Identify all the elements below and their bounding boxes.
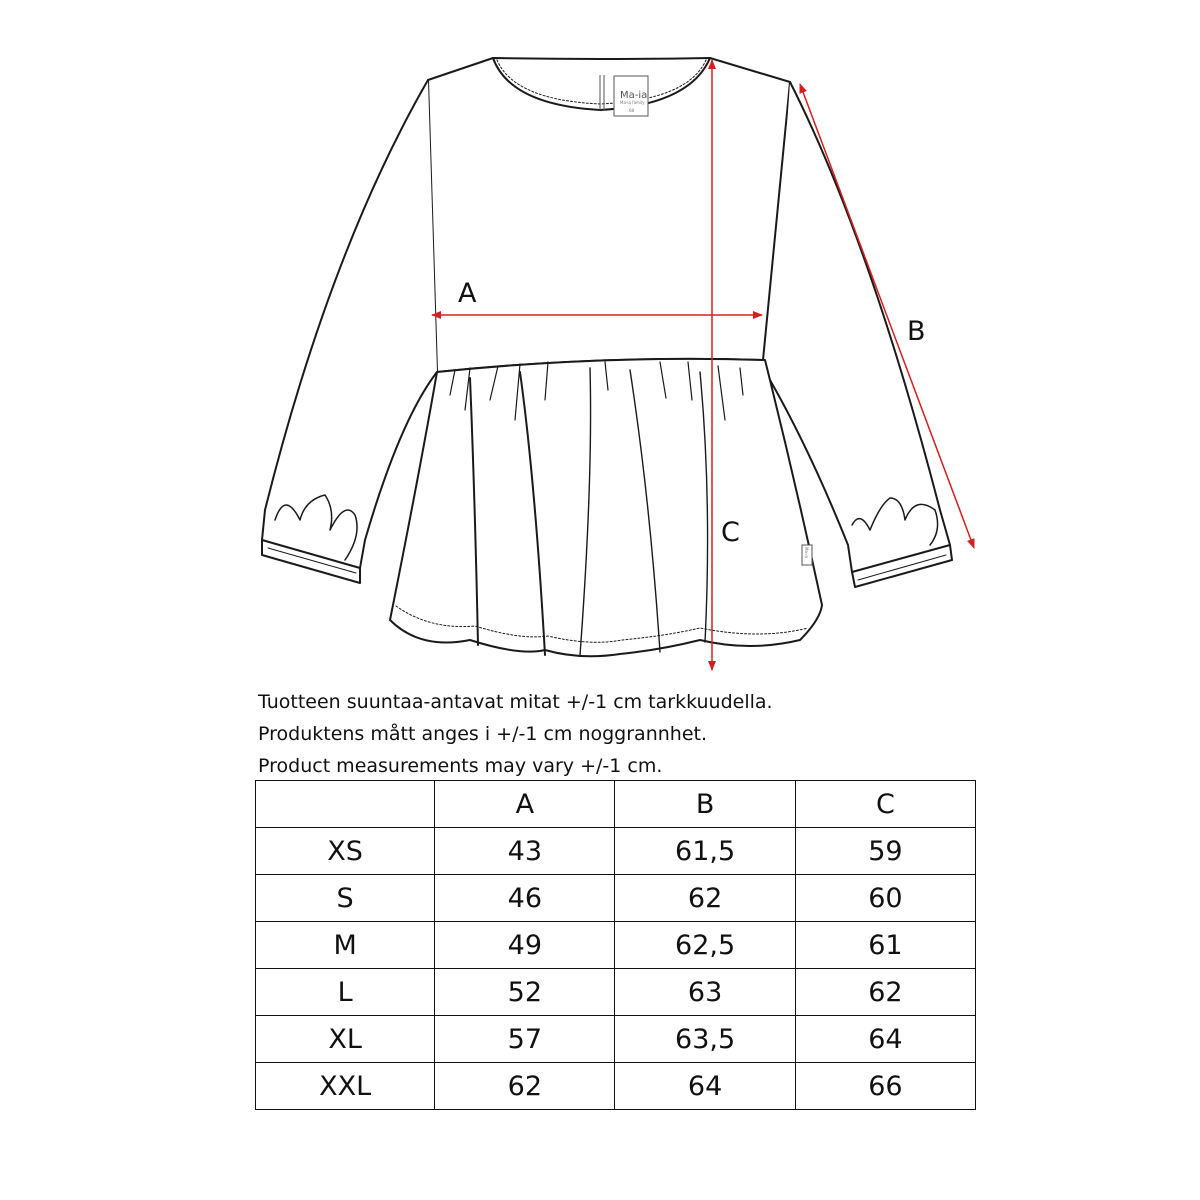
value-b-cell: 64	[615, 1063, 795, 1110]
table-row	[256, 1016, 976, 1063]
table-row	[256, 875, 976, 922]
label-a: A	[458, 278, 477, 309]
label-b: B	[907, 316, 926, 347]
header-a: A	[435, 781, 615, 828]
brand-tag-text: Ma-ia	[620, 90, 648, 101]
size-cell: S	[256, 875, 435, 922]
size-cell: M	[256, 922, 435, 969]
label-c: C	[721, 517, 740, 548]
table-row	[256, 922, 976, 969]
note-swedish: Produktens mått anges i +/-1 cm noggrannhet.	[258, 723, 707, 745]
blouse-outline	[262, 58, 952, 656]
value-c-cell: 64	[795, 1016, 975, 1063]
value-b-cell: 62,5	[615, 922, 795, 969]
measurement-notes	[258, 686, 1018, 782]
value-c-cell: 59	[795, 828, 975, 875]
size-cell: XL	[256, 1016, 435, 1063]
table-header-row	[256, 781, 976, 828]
size-cell: L	[256, 969, 435, 1016]
table-row	[256, 828, 976, 875]
brand-tagline-text: Ma-ia family	[620, 100, 645, 105]
value-c-cell: 61	[795, 922, 975, 969]
value-a-cell: 52	[435, 969, 615, 1016]
value-b-cell: 63	[615, 969, 795, 1016]
value-b-cell: 61,5	[615, 828, 795, 875]
value-a-cell: 62	[435, 1063, 615, 1110]
value-a-cell: 57	[435, 1016, 615, 1063]
value-a-cell: 46	[435, 875, 615, 922]
size-tag-text: 68	[629, 108, 635, 113]
side-tag-text: Ma-ia	[804, 547, 809, 558]
value-c-cell: 62	[795, 969, 975, 1016]
table-row	[256, 969, 976, 1016]
size-table	[255, 780, 976, 1110]
side-seam-tag	[802, 545, 812, 565]
value-b-cell: 63,5	[615, 1016, 795, 1063]
value-a-cell: 49	[435, 922, 615, 969]
value-a-cell: 43	[435, 828, 615, 875]
value-b-cell: 62	[615, 875, 795, 922]
header-c: C	[795, 781, 975, 828]
value-c-cell: 66	[795, 1063, 975, 1110]
size-cell: XS	[256, 828, 435, 875]
header-b: B	[615, 781, 795, 828]
table-row	[256, 1063, 976, 1110]
size-cell: XXL	[256, 1063, 435, 1110]
note-finnish: Tuotteen suuntaa-antavat mitat +/-1 cm tarkkuudella.	[258, 691, 773, 713]
header-size	[256, 781, 435, 828]
note-english: Product measurements may vary +/-1 cm.	[258, 755, 663, 777]
value-c-cell: 60	[795, 875, 975, 922]
